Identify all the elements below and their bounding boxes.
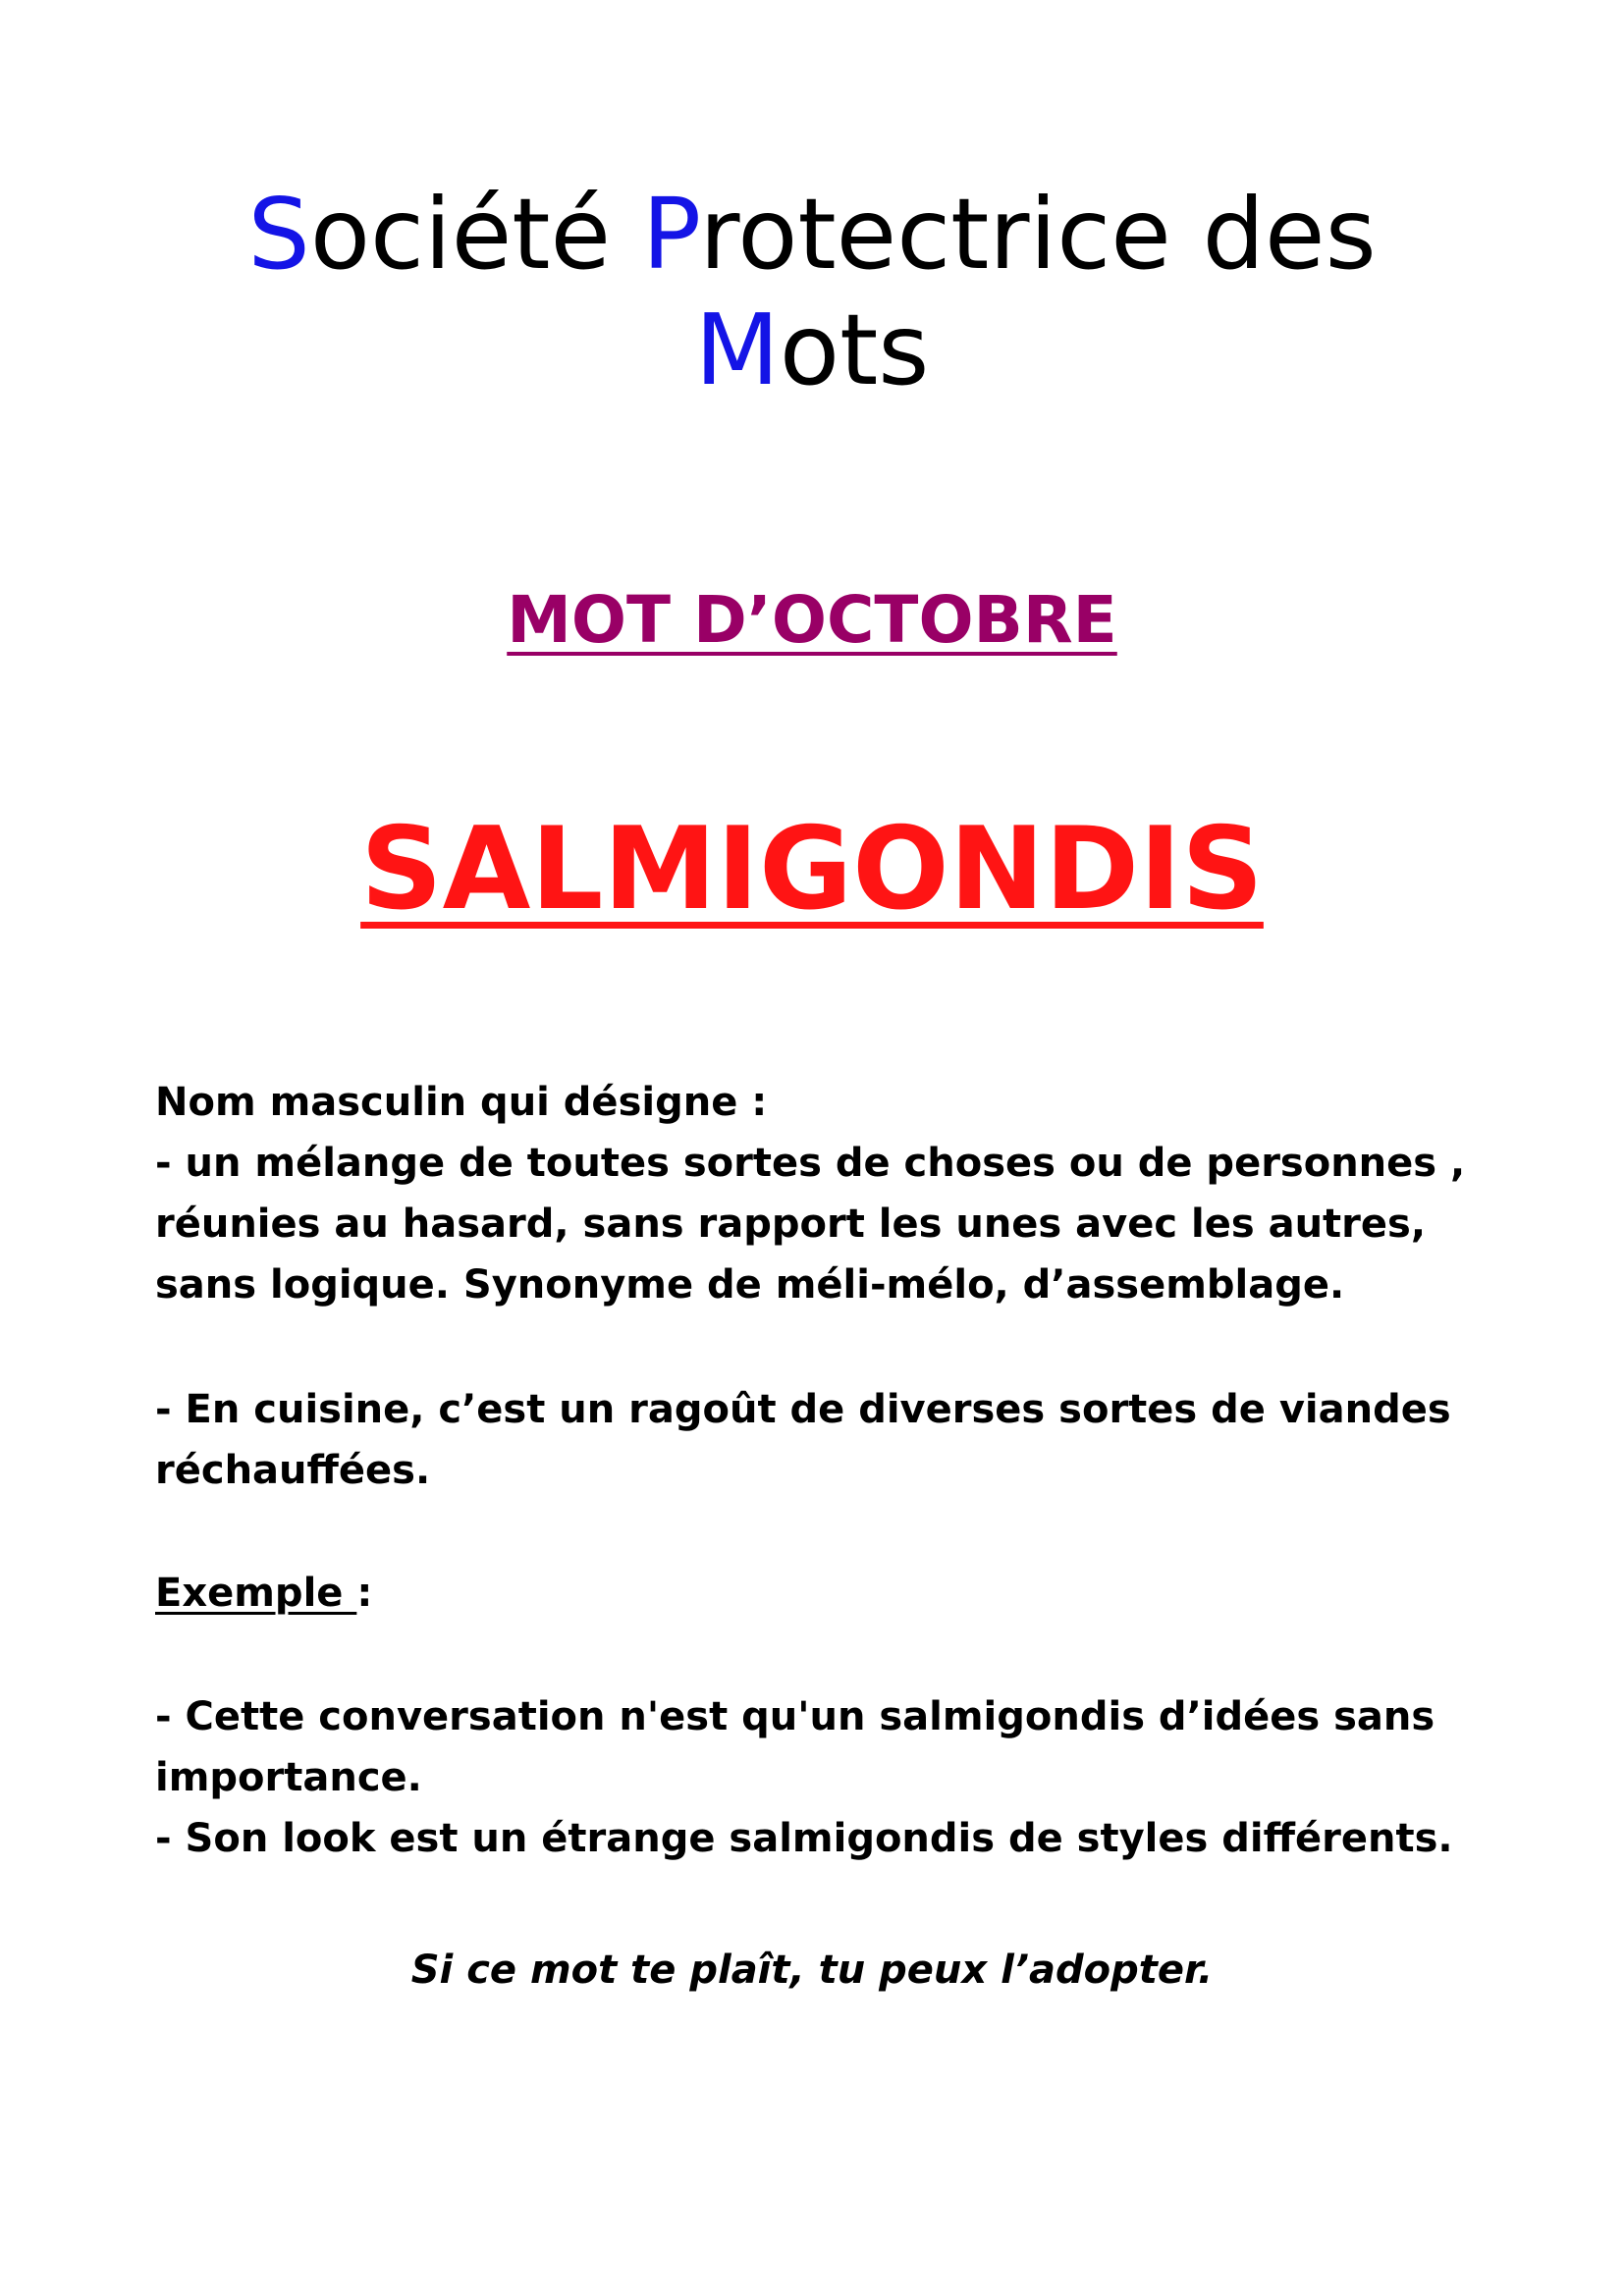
organization-title: [0, 177, 1624, 408]
definition-line: - un mélange de toutes sortes de choses ou de personnes ,: [155, 1141, 1466, 1186]
examples-paragraph: [155, 1686, 1510, 1869]
title-initial-p: P: [641, 177, 700, 292]
definition-line: réunies au hasard, sans rapport les unes avec les autres,: [155, 1201, 1427, 1247]
title-initial-m: M: [694, 293, 780, 407]
example-heading-label: Exemple: [155, 1571, 357, 1616]
title-word-rest: rotectrice des: [699, 177, 1377, 292]
example-line: - Cette conversation n'est qu'un salmigondis d’idées sans: [155, 1694, 1435, 1739]
definition-line: Nom masculin qui désigne :: [155, 1080, 768, 1125]
title-word-rest: ots: [779, 293, 930, 407]
adopt-invitation: Si ce mot te plaît, tu peux l’adopter.: [410, 1948, 1214, 1993]
organization-title-line-1: [0, 177, 1624, 293]
organization-title-line-2: [0, 293, 1624, 408]
example-line: importance.: [155, 1755, 422, 1800]
definition-line: sans logique. Synonyme de méli-mélo, d’assemblage.: [155, 1262, 1345, 1308]
example-line: - Son look est un étrange salmigondis de styles différents.: [155, 1816, 1453, 1861]
word-of-the-month-text: SALMIGONDIS: [360, 803, 1264, 935]
month-heading-text: MOT D’OCTOBRE: [507, 582, 1117, 658]
cuisine-paragraph: [155, 1379, 1510, 1501]
word-of-the-month: [0, 803, 1624, 936]
cuisine-line: - En cuisine, c’est un ragoût de diverses sortes de viandes: [155, 1387, 1451, 1432]
cuisine-line: réchauffées.: [155, 1448, 431, 1493]
definition-paragraph: [155, 1072, 1510, 1315]
title-initial-s: S: [247, 177, 310, 292]
month-heading: [0, 581, 1624, 660]
title-word-rest: ociété: [309, 177, 642, 292]
example-heading-colon: :: [356, 1571, 373, 1616]
example-heading: [155, 1563, 372, 1624]
